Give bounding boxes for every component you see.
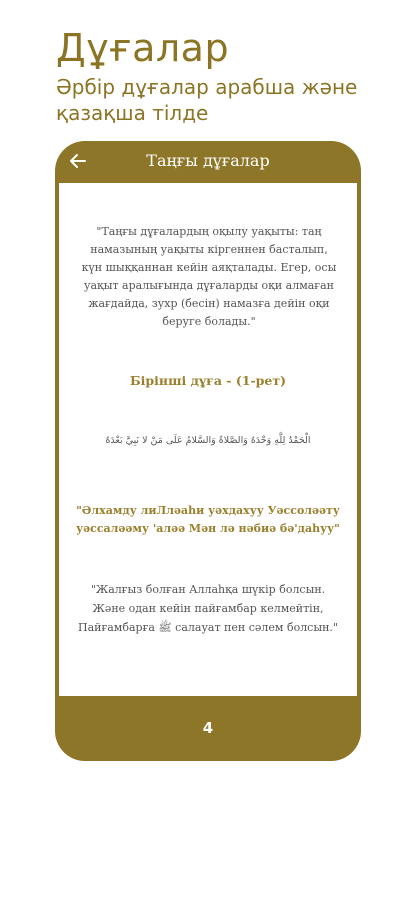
phone-frame <box>55 141 361 761</box>
prayer-content[interactable] <box>59 183 357 696</box>
arabic-text: الْحَمْدُ لِلَّهِ وَحْدَهُ وَالصَّلاةُ وَالسَّلامُ عَلَى مَنْ لا نَبِيَّ بَعْدَهُ <box>105 435 311 446</box>
screen-title: Таңғы дұғалар <box>146 151 270 170</box>
app-header <box>55 141 361 183</box>
page-number: 4 <box>202 719 214 737</box>
translation-text: "Жалғыз болған Аллаһқа шүкір болсын. Және одан кейін пайғамбар келмейтін, Пайғамбарға ﷺ салауат пен сәлем болсын." <box>78 583 338 634</box>
promo-title: Дұғалар <box>56 26 230 70</box>
prayer-heading: Бірінші дұға - (1-рет) <box>130 373 286 388</box>
promo-subtitle: Әрбір дұғалар арабша және қазақша тілде <box>56 75 358 125</box>
transliteration-text: "Әлхамду лиЛләаһи уәхдахуу Уәссоләәту уәссаләәму 'аләә Мән лә нәбиә бә'даһуу" <box>76 504 340 535</box>
intro-text: "Таңғы дұғалардың оқылу уақыты: таң намазының уақыты кіргеннен басталып, күн шыққаннан кейін аяқталады. Егер, осы уақыт аралығында дұғаларды оқи алмаған жағдайда, зухр (бесін) намазға дейін оқи беруге болады." <box>81 225 337 328</box>
